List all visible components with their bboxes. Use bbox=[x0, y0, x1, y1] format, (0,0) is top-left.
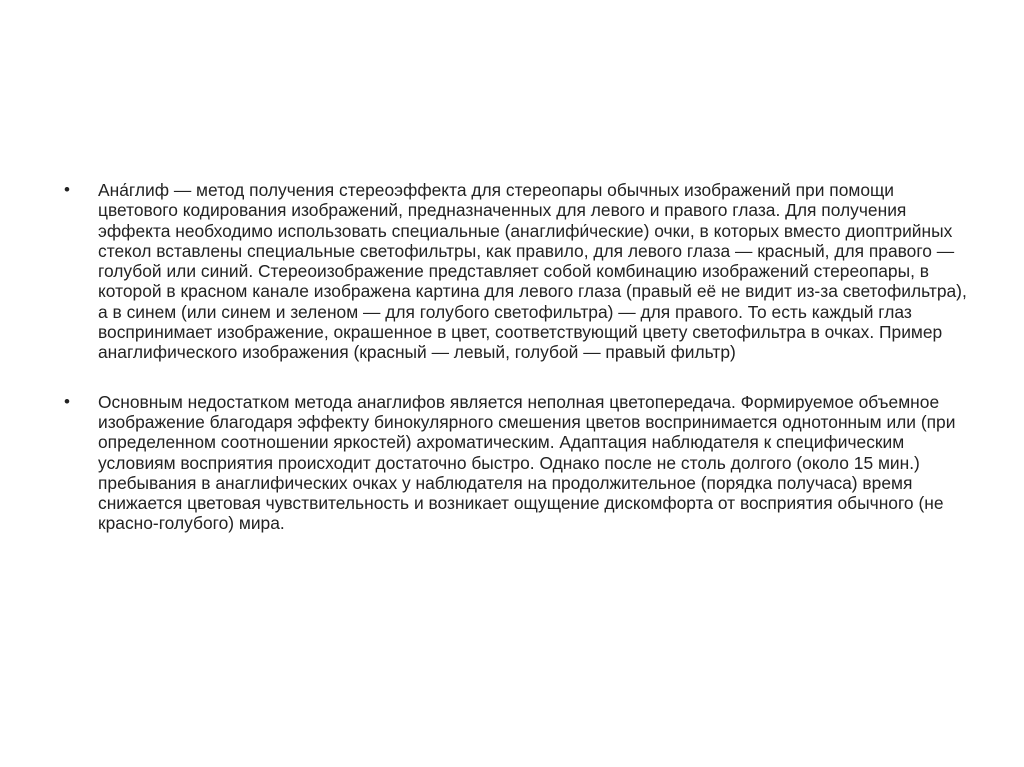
bullet-text: Основным недостатком метода анаглифов является неполная цветопередача. Формируемое объемное изображение благодаря эффекту бинокулярного смешения цветов воспринимается однотонным или (при определенном соотношении яркостей) ахроматическим. Адаптация наблюдателя к специфическим условиям восприятия происходит достаточно быстро. Однако после не столь долгого (около 15 мин.) пребывания в анаглифических очках у наблюдателя на продолжительное (порядка получаса) время снижается цветовая чувствительность и возникает ощущение дискомфорта от восприятия обычного (не красно-голубого) мира. bbox=[98, 391, 956, 534]
bullet-icon: • bbox=[64, 180, 70, 199]
bullet-text: Ана́глиф — метод получения стереоэффекта для стереопары обычных изображений при помощи цветового кодирования изображений, предназначенных для левого и правого глаза. Для получения эффекта необходимо использовать специальные (анаглифи́ческие) очки, в которых вместо диоптрийных стекол вставлены специальные светофильтры, как правило, для левого глаза — красный, для правого — голубой или синий. Стереоизображение представляет собой комбинацию изображений стереопары, в которой в красном канале изображена картина для левого глаза (правый её не видит из-за светофильтра), а в синем (или синем и зеленом — для голубого светофильтра) — для правого. То есть каждый глаз воспринимает изображение, окрашенное в цвет, соответствующий цвету светофильтра в очках. Пример анаглифического изображения (красный — левый, голубой — правый фильтр) bbox=[98, 180, 967, 363]
bullet-item-anaglyph-definition bbox=[60, 180, 970, 363]
bullet-icon: • bbox=[64, 391, 70, 411]
bullet-item-anaglyph-drawbacks bbox=[60, 392, 970, 534]
bullet-list bbox=[60, 180, 970, 563]
